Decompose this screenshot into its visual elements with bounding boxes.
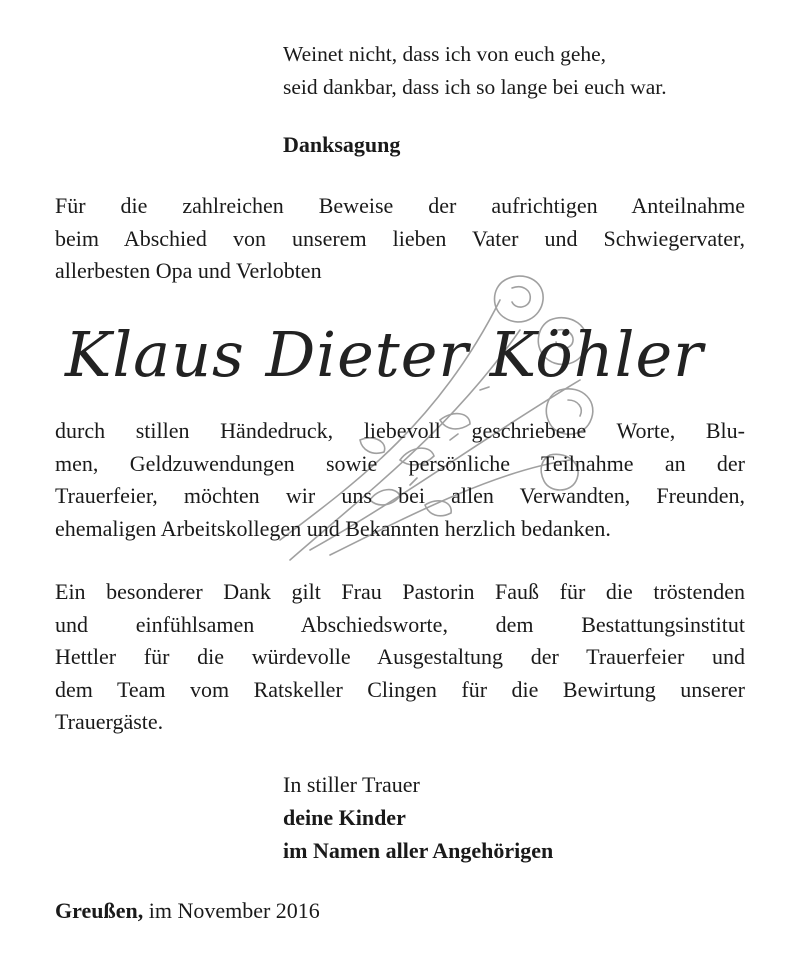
intro-line: beim Abschied von unserem lieben Vater und Schwiegervater,: [55, 225, 745, 251]
special-thanks-line: Hettler für die würdevolle Ausgestaltung der Trauerfeier und: [55, 644, 745, 669]
special-thanks-paragraph: [55, 576, 745, 739]
thanks-line: durch stillen Händedruck, liebevoll geschriebene Worte, Blu-: [55, 418, 745, 443]
thanks-line: men, Geldzuwendungen sowie persönliche Teilnahme an der: [55, 450, 745, 476]
special-thanks-line: dem Team vom Ratskeller Clingen für die Bewirtung unserer: [55, 676, 745, 702]
place-name: Greußen,: [55, 898, 144, 923]
place-date: [55, 895, 320, 927]
thanks-line: Trauerfeier, möchten wir uns bei allen Verwandten, Freunden,: [55, 483, 745, 508]
closing-line: im Namen aller Angehörigen: [283, 838, 554, 863]
intro-line: Für die zahlreichen Beweise der aufrichtigen Anteilnahme: [55, 193, 745, 218]
special-thanks-line: und einfühlsamen Abschiedsworte, dem Bestattungsinstitut: [55, 611, 745, 637]
intro-line: allerbesten Opa und Verlobten: [55, 258, 322, 283]
special-thanks-line: Trauergäste.: [55, 709, 164, 734]
intro-paragraph: [55, 190, 745, 288]
heading-danksagung: Danksagung: [283, 132, 401, 157]
closing-line: deine Kinder: [283, 805, 406, 830]
thanks-line: ehemaligen Arbeitskollegen und Bekannten herzlich bedanken.: [55, 515, 611, 541]
motto-line: Weinet nicht, dass ich von euch gehe,: [283, 42, 607, 66]
deceased-name: Klaus Dieter Köhler: [65, 318, 704, 391]
motto-line: seid dankbar, dass ich so lange bei euch war.: [283, 75, 667, 99]
closing-signature: [283, 768, 553, 867]
special-thanks-line: Ein besonderer Dank gilt Frau Pastorin Fauß für die tröstenden: [55, 579, 745, 604]
date-text: im November 2016: [143, 898, 320, 923]
thanks-paragraph: [55, 415, 745, 545]
closing-line: In stiller Trauer: [283, 772, 420, 797]
motto-quote: [283, 38, 667, 104]
